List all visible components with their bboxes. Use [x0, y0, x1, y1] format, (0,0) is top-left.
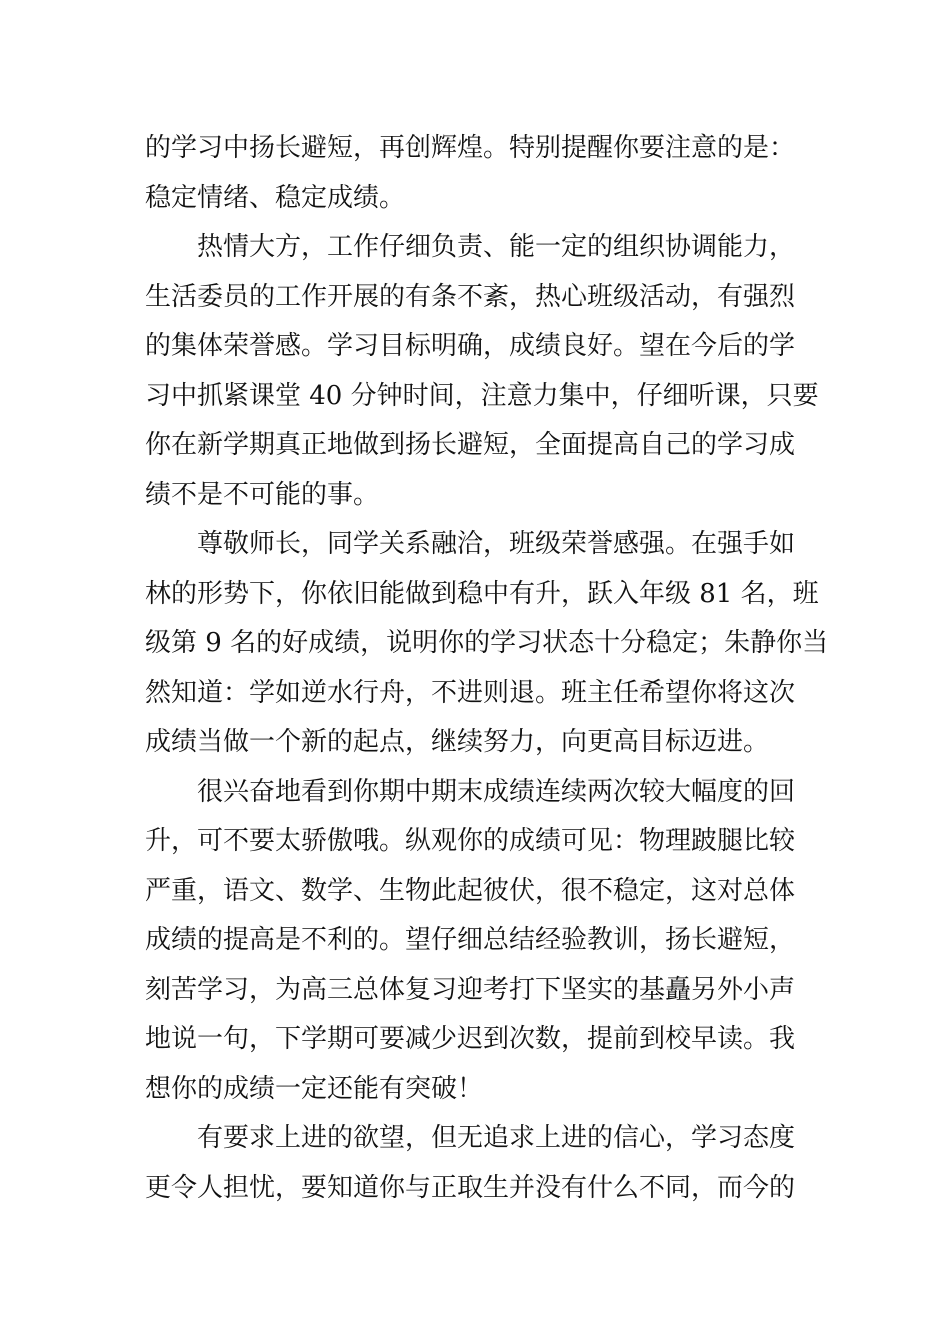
text-line: 刻苦学习，为高三总体复习迎考打下坚实的基矗另外小声 [145, 974, 796, 1005]
text-line: 生活委员的工作开展的有条不紊，热心班级活动，有强烈 [145, 281, 796, 312]
paragraph [145, 768, 809, 1115]
text-line: 想你的成绩一定还能有突破！ [145, 1073, 484, 1104]
text-line: 然知道：学如逆水行舟，不进则退。班主任希望你将这次 [145, 677, 796, 708]
text-line: 严重，语文、数学、生物此起彼伏，很不稳定，这对总体 [145, 875, 796, 906]
paragraph [145, 520, 829, 768]
text-line: 升，可不要太骄傲哦。纵观你的成绩可见：物理跛腿比较 [145, 826, 796, 856]
text-line: 绩不是不可能的事。 [145, 479, 380, 510]
text-line: 级第 9 名的好成绩，说明你的学习状态十分稳定；朱静你当 [145, 628, 829, 658]
text-line: 热情大方，工作仔细负责、能一定的组织协调能力， [197, 232, 796, 262]
text-line: 你在新学期真正地做到扬长避短，全面提高自己的学习成 [145, 430, 796, 460]
text-line: 林的形势下，你依旧能做到稳中有升，跃入年级 81 名，班 [145, 578, 819, 609]
document-body [145, 124, 829, 1213]
text-line: 更令人担忧，要知道你与正取生并没有什么不同，而今的 [145, 1172, 796, 1203]
text-line: 成绩的提高是不利的。望仔细总结经验教训，扬长避短， [145, 925, 796, 955]
text-line: 习中抓紧课堂 40 分钟时间，注意力集中，仔细听课，只要 [145, 380, 819, 411]
text-line: 尊敬师长，同学关系融洽，班级荣誉感强。在强手如 [197, 529, 796, 559]
text-line: 地说一句，下学期可要减少迟到次数，提前到校早读。我 [145, 1024, 796, 1054]
paragraph [145, 223, 819, 520]
text-line: 的集体荣誉感。学习目标明确，成绩良好。望在今后的学 [145, 331, 796, 361]
paragraph [145, 124, 809, 223]
paragraph [145, 1114, 809, 1213]
text-line: 的学习中扬长避短，再创辉煌。特别提醒你要注意的是： [145, 133, 796, 163]
text-line: 有要求上进的欲望，但无追求上进的信心，学习态度 [197, 1123, 796, 1153]
text-line: 稳定情绪、稳定成绩。 [145, 182, 406, 213]
text-line: 很兴奋地看到你期中期末成绩连续两次较大幅度的回 [197, 776, 796, 807]
text-line: 成绩当做一个新的起点，继续努力，向更高目标迈进。 [145, 727, 770, 757]
